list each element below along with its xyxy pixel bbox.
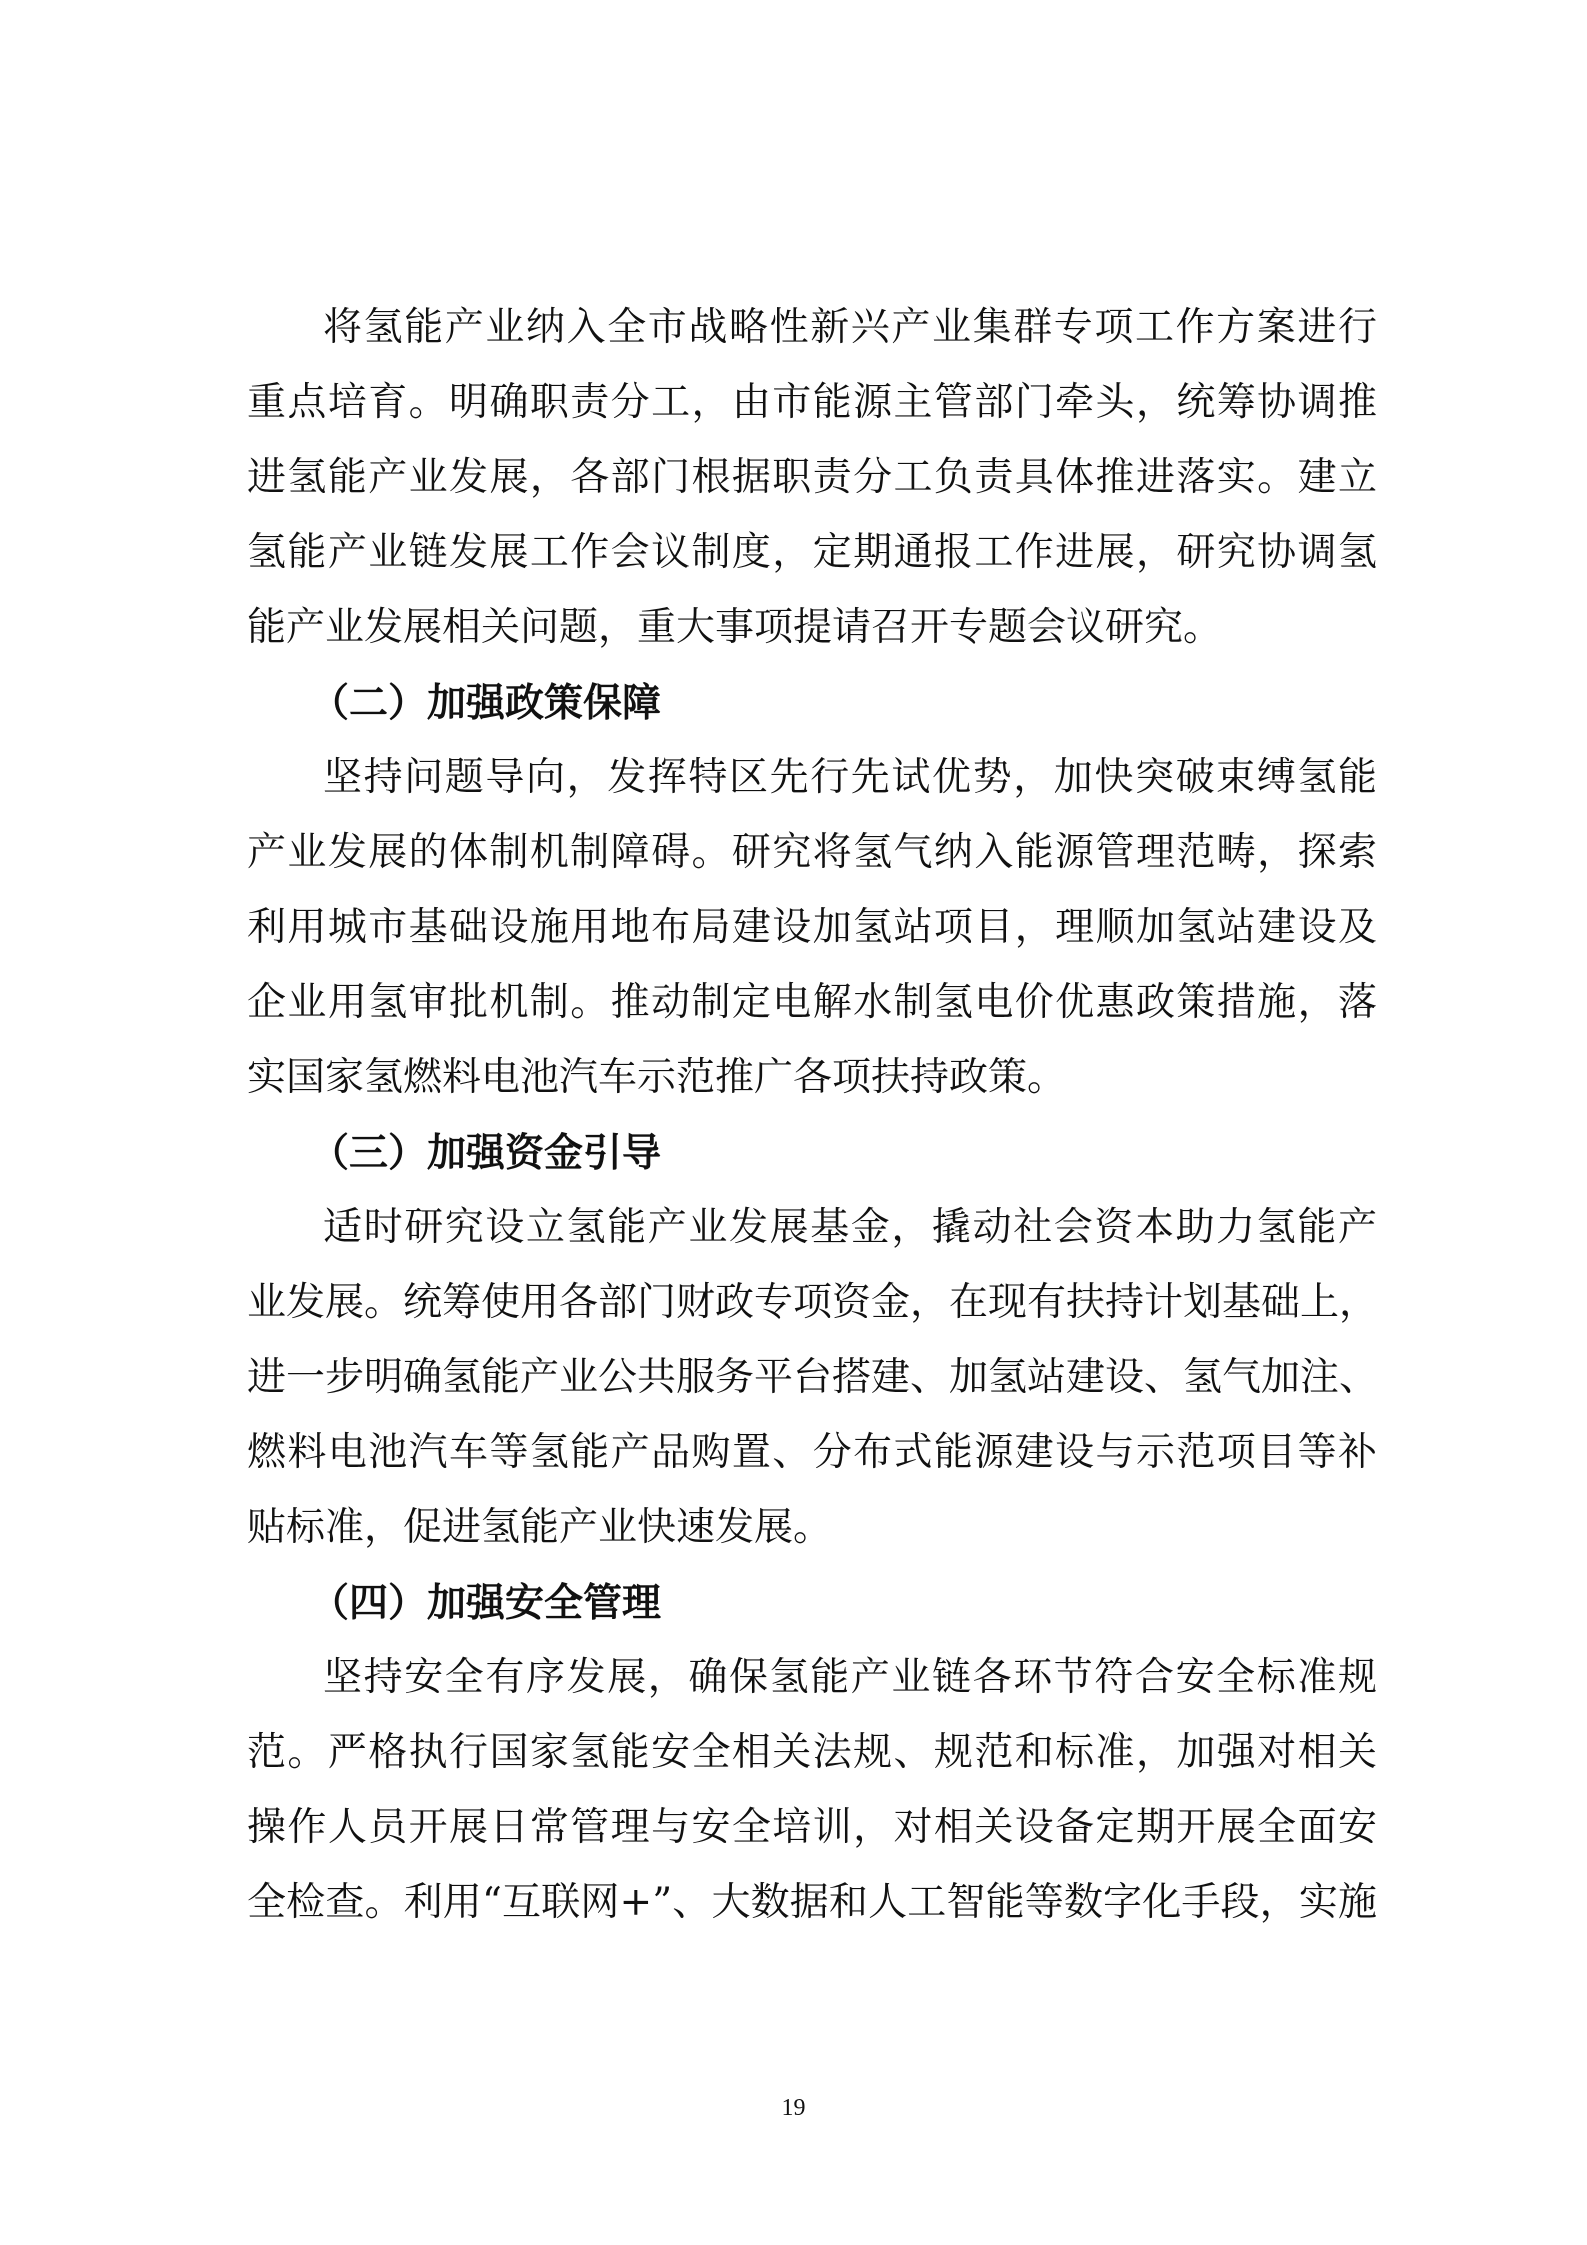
paragraph-line: 业发展。统筹使用各部门财政专项资金，在现有扶持计划基础上， bbox=[247, 1280, 1379, 1325]
paragraph-line: 氢能产业链发展工作会议制度，定期通报工作进展，研究协调氢 bbox=[247, 530, 1377, 575]
paragraph-line: 全检查。利用“互联网+”、大数据和人工智能等数字化手段，实施 bbox=[247, 1880, 1377, 1925]
paragraph-line: 利用城市基础设施用地布局建设加氢站项目，理顺加氢站建设及 bbox=[247, 905, 1377, 950]
paragraph-line: 范。严格执行国家氢能安全相关法规、规范和标准，加强对相关 bbox=[247, 1730, 1377, 1775]
paragraph-line: 将氢能产业纳入全市战略性新兴产业集群专项工作方案进行 bbox=[323, 305, 1377, 350]
paragraph-line: 进氢能产业发展，各部门根据职责分工负责具体推进落实。建立 bbox=[247, 455, 1377, 500]
paragraph-line: 产业发展的体制机制障碍。研究将氢气纳入能源管理范畴，探索 bbox=[247, 830, 1377, 875]
paragraph-line: 适时研究设立氢能产业发展基金，撬动社会资本助力氢能产 bbox=[323, 1205, 1377, 1250]
paragraph-line: 进一步明确氢能产业公共服务平台搭建、加氢站建设、氢气加注、 bbox=[247, 1355, 1379, 1400]
paragraph-line: 实国家氢燃料电池汽车示范推广各项扶持政策。 bbox=[247, 1055, 1067, 1100]
paragraph-line: 燃料电池汽车等氢能产品购置、分布式能源建设与示范项目等补 bbox=[247, 1430, 1377, 1475]
paragraph-line: 重点培育。明确职责分工，由市能源主管部门牵头，统筹协调推 bbox=[247, 380, 1377, 425]
paragraph-line: 操作人员开展日常管理与安全培训，对相关设备定期开展全面安 bbox=[247, 1805, 1377, 1850]
section-heading: （四）加强安全管理 bbox=[310, 1580, 662, 1626]
paragraph-line: 能产业发展相关问题，重大事项提请召开专题会议研究。 bbox=[247, 605, 1223, 650]
paragraph-line: 贴标准，促进氢能产业快速发展。 bbox=[247, 1505, 833, 1550]
section-heading: （二）加强政策保障 bbox=[310, 680, 662, 726]
paragraph-line: 坚持问题导向，发挥特区先行先试优势，加快突破束缚氢能 bbox=[323, 755, 1377, 800]
section-heading: （三）加强资金引导 bbox=[310, 1130, 662, 1176]
paragraph-line: 坚持安全有序发展，确保氢能产业链各环节符合安全标准规 bbox=[323, 1655, 1377, 1700]
paragraph-line: 企业用氢审批机制。推动制定电解水制氢电价优惠政策措施，落 bbox=[247, 980, 1377, 1025]
page-number: 19 bbox=[781, 2095, 806, 2121]
